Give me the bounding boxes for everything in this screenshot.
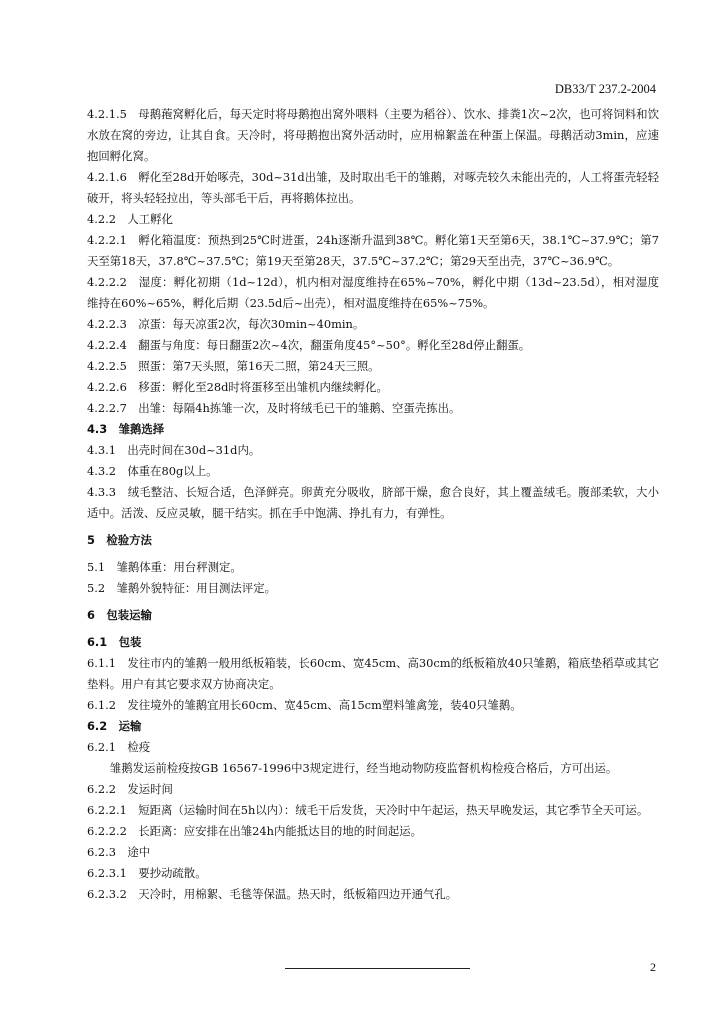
paragraph: 雏鹅发运前检疫按GB 16567-1996中3规定进行，经当地动物防疫监督机构检疫合格后，方可出运。 xyxy=(109,761,618,775)
footer-rule xyxy=(285,968,470,969)
paragraph: 4.2.2.3 凉蛋：每天凉蛋2次，每次30min~40min。 xyxy=(87,317,365,331)
paragraph: 6.2.2 发运时间 xyxy=(87,782,173,796)
document-body xyxy=(87,104,659,905)
paragraph: 5.2 雏鹅外貌特征：用目测法评定。 xyxy=(87,581,276,595)
paragraph: 4.2.2.6 移蛋：孵化至28d时将蛋移至出雏机内继续孵化。 xyxy=(87,380,388,394)
paragraph: 4.2.2.2 湿度：孵化初期（1d~12d），机内相对湿度维持在65%~70%，孵化中期（13d~23.5d），相对湿度维持在60%~65%，孵化后期（23.5d后~出壳），相对温度维持在65%~75%。 xyxy=(87,275,659,310)
paragraph: 6.2.2.1 短距离（运输时间在5h以内）：绒毛干后发货，天冷时中午起运，热天早晚发运，其它季节全天可运。 xyxy=(87,803,649,817)
paragraph: 6.2.3.2 天冷时，用棉絮、毛毯等保温。热天时，纸板箱四边开通气孔。 xyxy=(87,887,458,901)
paragraph: 4.2.2.4 翻蛋与角度：每日翻蛋2次~4次，翻蛋角度45°~50°。孵化至28d停止翻蛋。 xyxy=(87,338,531,352)
section-heading: 5 检验方法 xyxy=(87,533,152,547)
page-number: 2 xyxy=(650,960,656,974)
document-id: DB33/T 237.2-2004 xyxy=(554,82,656,96)
paragraph: 6.1.2 发往境外的雏鹅宜用长60cm、宽45cm、高15cm塑料雏禽笼，装40只雏鹅。 xyxy=(87,698,522,712)
paragraph: 4.2.1.5 母鹅菢窝孵化后，每天定时将母鹅抱出窝外喂料（主要为稻谷）、饮水、排粪1次~2次，也可将饲料和饮水放在窝的旁边，让其自食。天冷时，将母鹅抱出窝外活动时，应用棉絮盖在种蛋上保温。母鹅活动3min，应速抱回孵化窝。 xyxy=(87,107,659,163)
subsection-heading: 6.1 包装 xyxy=(87,635,142,649)
paragraph: 4.2.2.7 出雏：每隔4h拣雏一次，及时将绒毛已干的雏鹅、空蛋壳拣出。 xyxy=(87,401,461,415)
paragraph: 6.1.1 发往市内的雏鹅一般用纸板箱装，长60cm、宽45cm、高30cm的纸板箱放40只雏鹅，箱底垫稻草或其它垫料。用户有其它要求双方协商决定。 xyxy=(87,656,659,691)
paragraph: 4.2.2.1 孵化箱温度：预热到25℃时进蛋，24h逐渐升温到38℃。孵化第1天至第6天，38.1℃~37.9℃；第7天至第18天，37.8℃~37.5℃；第19天至第28天，37.5℃~37.2℃；第29天至出壳，37℃~36.9℃。 xyxy=(87,233,659,268)
paragraph: 6.2.1 检疫 xyxy=(87,740,151,754)
paragraph: 4.3.1 出壳时间在30d~31d内。 xyxy=(87,443,261,457)
section-heading: 6 包装运输 xyxy=(87,608,152,622)
paragraph: 5.1 雏鹅体重：用台秤测定。 xyxy=(87,560,242,574)
paragraph: 4.2.2.5 照蛋：第7天头照，第16天二照，第24天三照。 xyxy=(87,359,380,373)
subsection-heading: 4.3 雏鹅选择 xyxy=(87,422,165,436)
paragraph: 6.2.2.2 长距离：应安排在出雏24h内能抵达目的地的时间起运。 xyxy=(87,824,423,838)
paragraph: 4.2.1.6 孵化至28d开始啄壳，30d~31d出雏，及时取出毛干的雏鹅，对啄壳较久未能出壳的，人工将蛋壳轻轻破开，将头轻轻拉出，等头部毛干后，再将鹅体拉出。 xyxy=(87,170,659,205)
paragraph: 6.2.3.1 要抄动疏散。 xyxy=(87,866,207,880)
paragraph: 4.3.3 绒毛整洁、长短合适，色泽鲜亮。卵黄充分吸收，脐部干燥，愈合良好，其上覆盖绒毛。腹部柔软，大小适中。活泼、反应灵敏，腿干结实。抓在手中饱满、挣扎有力，有弹性。 xyxy=(87,485,659,520)
paragraph: 4.3.2 体重在80g以上。 xyxy=(87,464,218,478)
paragraph: 6.2.3 途中 xyxy=(87,845,151,859)
paragraph: 4.2.2 人工孵化 xyxy=(87,212,173,226)
subsection-heading: 6.2 运输 xyxy=(87,719,142,733)
